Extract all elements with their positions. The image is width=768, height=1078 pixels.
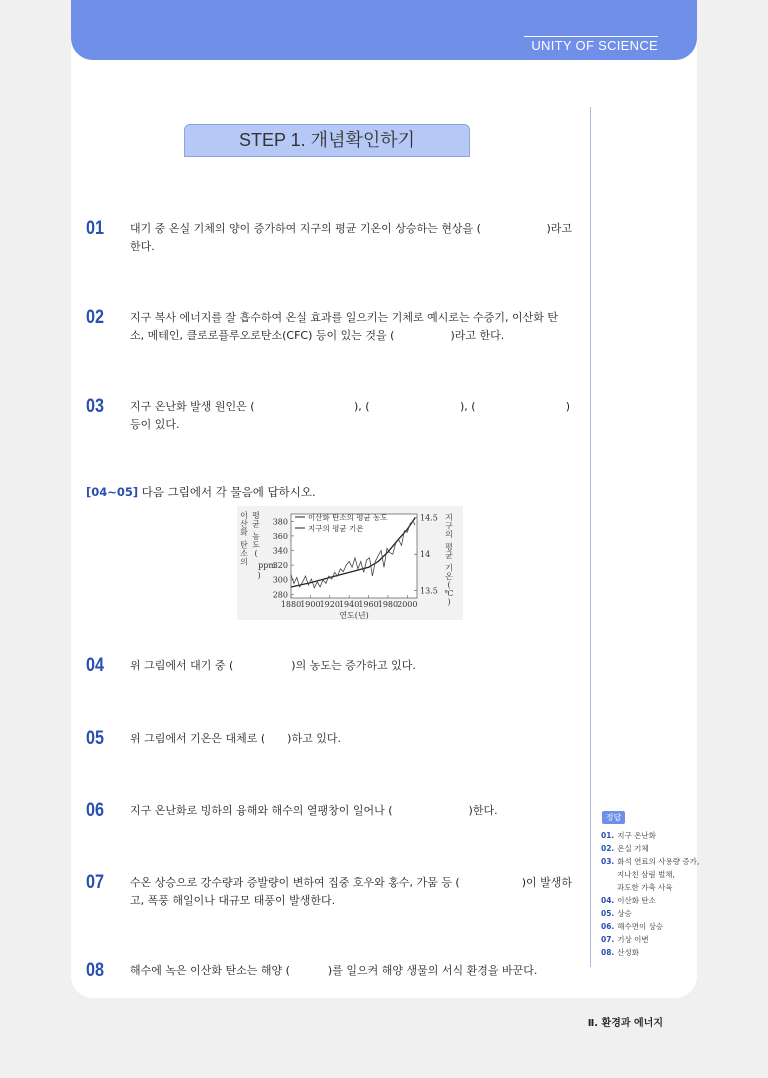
answer-item <box>601 842 701 855</box>
answer-text: 지나친 삼림 벌채, <box>617 870 675 879</box>
x-tick-label: 1920 <box>319 600 340 609</box>
question-number: 01 <box>86 218 104 239</box>
step-title: STEP 1. 개념확인하기 <box>184 124 470 157</box>
answer-text: 과도한 가축 사육 <box>617 883 673 892</box>
y-left-tick-label: 300 <box>272 575 288 585</box>
question-number: 08 <box>86 960 104 981</box>
answer-item <box>601 894 701 907</box>
answer-number: 02. <box>601 844 615 853</box>
answer-item <box>601 868 701 881</box>
answer-number: 07. <box>601 935 615 944</box>
answer-item <box>601 855 701 868</box>
y-left-tick-label: 380 <box>272 517 288 527</box>
answer-text: 기상 이변 <box>617 935 649 944</box>
legend-label: 이산화 탄소의 평균 농도 <box>308 513 388 522</box>
y-left-tick-label: 340 <box>272 546 288 556</box>
answer-text: 화석 연료의 사용량 증가, <box>617 857 700 866</box>
answer-number: 05. <box>601 909 615 918</box>
question-text: 수온 상승으로 강수량과 증발량이 변하여 집중 호우와 홍수, 가뭄 등 ( )이 발생하 고, 폭풍 해일이나 대규모 태풍이 발생한다. <box>130 876 572 907</box>
margin-divider <box>590 107 591 967</box>
question-text: 위 그림에서 대기 중 ( )의 농도는 증가하고 있다. <box>130 659 416 672</box>
x-tick-label: 1980 <box>377 600 399 609</box>
brand-text: UNITY OF SCIENCE <box>531 38 658 53</box>
y-left-tick-label: 320 <box>272 561 288 571</box>
answer-text: 산성화 <box>617 948 640 957</box>
chart-svg <box>237 506 463 620</box>
answer-number: 08. <box>601 948 615 957</box>
climate-chart <box>237 506 463 620</box>
answer-text: 지구 온난화 <box>617 831 656 840</box>
question-number: 06 <box>86 800 104 821</box>
legend-label: 지구의 평균 기온 <box>308 524 364 533</box>
answer-text: 온실 기체 <box>617 844 649 853</box>
question-number: 04 <box>86 655 104 676</box>
x-tick-label: 1900 <box>300 600 321 609</box>
answer-text: 해수면이 상승 <box>617 922 664 931</box>
y-right-tick-label: 14.5 <box>420 513 438 523</box>
y-right-axis-label: 지 구 의 평 균 기 온 ( ℃ ) <box>444 513 454 607</box>
question-text: 해수에 녹은 이산화 탄소는 해양 ( )를 일으켜 해양 생물의 서식 환경을 바꾼다. <box>130 964 538 977</box>
answer-badge: 정답 <box>602 811 625 824</box>
question-text: 지구 온난화 발생 원인은 ( ), ( ), ( ) 등이 있다. <box>130 400 570 431</box>
answer-item <box>601 946 701 959</box>
x-axis-label: 연도(년) <box>339 611 369 620</box>
x-tick-label: 1940 <box>338 600 360 609</box>
answer-item <box>601 829 701 842</box>
question-number: 07 <box>86 872 104 893</box>
question-text: 대기 중 온실 기체의 양이 증가하여 지구의 평균 기온이 상승하는 현상을 ( )라고 한다. <box>130 222 572 253</box>
y-left-tick-label: 360 <box>272 531 288 541</box>
y-left-axis-label-part1: 이 산 화 탄 소 의 <box>240 511 248 567</box>
answer-number: 04. <box>601 896 615 905</box>
chapter-footer: Ⅱ. 환경과 에너지 <box>587 1018 663 1029</box>
question-text: 지구 복사 에너지를 잘 흡수하여 온실 효과를 일으키는 기체로 예시로는 수증기, 이산화 탄 소, 메테인, 클로로플루오로탄소(CFC) 등이 있는 것을 ( )라고 한다. <box>130 311 558 342</box>
group-instruction: [04~05] 다음 그림에서 각 물음에 답하시오. <box>86 485 316 499</box>
x-tick-label: 2000 <box>397 600 418 609</box>
x-tick-label: 1880 <box>280 600 302 609</box>
x-tick-label: 1960 <box>358 600 379 609</box>
answer-text: 이산화 탄소 <box>617 896 656 905</box>
answer-item <box>601 933 701 946</box>
answer-text: 상승 <box>617 909 632 918</box>
answer-list <box>601 829 701 959</box>
answer-item <box>601 920 701 933</box>
y-left-axis-label-part3: ppm <box>258 561 276 570</box>
answer-number: 03. <box>601 857 615 866</box>
answer-number: 01. <box>601 831 615 840</box>
question-text: 지구 온난화로 빙하의 융해와 해수의 열팽창이 일어나 ( )한다. <box>130 804 498 817</box>
y-left-axis-label-part2: 평 균 농 도 ( <box>252 511 260 558</box>
answer-number: 06. <box>601 922 615 931</box>
question-number: 03 <box>86 396 104 417</box>
answer-item <box>601 881 701 894</box>
question-number: 05 <box>86 728 104 749</box>
question-text: 위 그림에서 기온은 대체로 ( )하고 있다. <box>130 732 341 745</box>
y-left-axis-label-part4: ) <box>257 571 261 580</box>
y-right-tick-label: 14 <box>420 550 431 560</box>
y-left-tick-label: 280 <box>272 590 288 600</box>
brand-underline <box>524 36 658 37</box>
question-number: 02 <box>86 307 104 328</box>
answer-item <box>601 907 701 920</box>
y-right-tick-label: 13.5 <box>420 586 438 596</box>
